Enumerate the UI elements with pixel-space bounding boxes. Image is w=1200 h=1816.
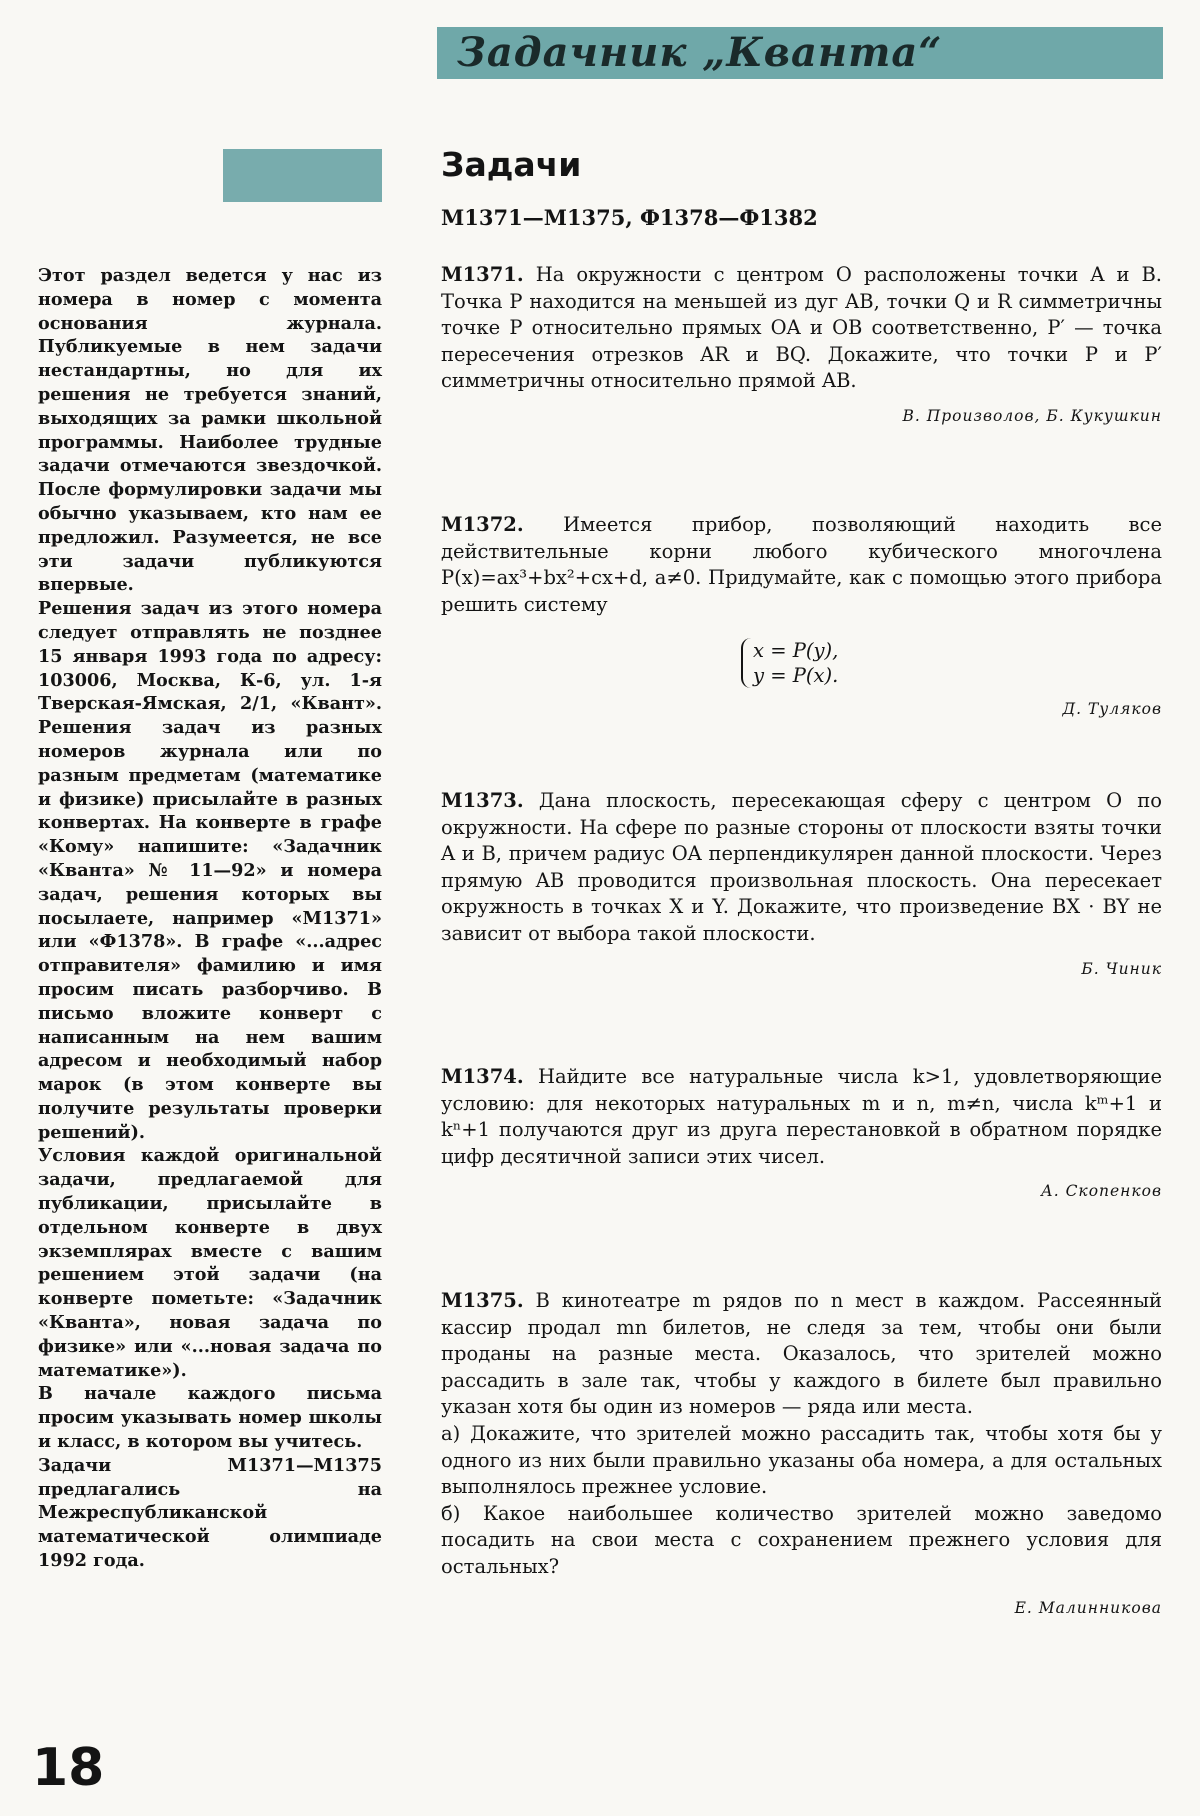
banner-title: Задачник „Кванта“ <box>457 29 943 76</box>
sidebar-info <box>38 264 382 1573</box>
problem-statement: На окружности с центром O расположены точки A и B. Точка P находится на меньшей из дуг AB, точки Q и R симметричны точке P относительно прямых OA и OB соответственно, P′ — точка пересечения отрезков AR и BQ. Докажите, что точки P и P′ симметричны относительно прямой AB. <box>441 263 1163 393</box>
problem-author: В. Произволов, Б. Кукушкин <box>902 406 1162 425</box>
problem-statement: Дана плоскость, пересекающая сферу с центром O по окружности. На сфере по разные стороны от плоскости взяты точки A и B, причем радиус OA перпендикулярен данной плоскости. Через прямую AB проводится произвольная плоскость. Она пересекает окружность в точках X и Y. Докажите, что произведение BX · BY не зависит от выбора такой плоскости. <box>441 789 1163 945</box>
problem-author: Е. Малинникова <box>1014 1598 1162 1617</box>
problem-range-subtitle: М1371—М1375, Ф1378—Ф1382 <box>441 205 818 230</box>
problem-author: Б. Чиник <box>1081 959 1162 978</box>
problem-m1372 <box>441 512 1162 723</box>
problem-text <box>441 1064 1162 1170</box>
problem-text <box>441 1288 1162 1421</box>
problem-m1371 <box>441 262 1162 430</box>
section-banner <box>437 27 1163 79</box>
problem-part-a: а) Докажите, что зрителей можно рассадить так, чтобы хотя бы у одного из них были правильно указаны оба номера, а для остальных выполнялось прежнее условие. <box>441 1421 1162 1499</box>
problem-statement: Найдите все натуральные числа k>1, удовлетворяющие условию: для некоторых натуральных m и n, m≠n, числа kᵐ+1 и kⁿ+1 получаются друг из друга перестановкой в обратном порядке цифр десятичной записи этих чисел. <box>441 1065 1162 1168</box>
page-title: Задачи <box>441 145 582 184</box>
sidebar-paragraph: Этот раздел ведется у нас из номера в номер с момента основания журнала. Публикуемые в нем задачи нестандартны, но для их решения не требуется знаний, выходящих за рамки школьной программы. Наиболее трудные задачи отмечаются звездочкой. После формулировки задачи мы обычно указываем, кто нам ее предложил. Разумеется, не все эти задачи публикуются впервые. <box>38 265 382 596</box>
problem-m1375 <box>441 1288 1162 1621</box>
problem-statement: В кинотеатре m рядов по n мест в каждом. Рассеянный кассир продал mn билетов, не следя за тем, чтобы они были проданы на разные места. Оказалось, что зрителей можно рассадить в зале так, чтобы у каждого в билете был правильно указан хотя бы один из номеров — ряда или места. <box>441 1289 1162 1419</box>
problem-text <box>441 262 1162 395</box>
problem-m1373 <box>441 788 1162 982</box>
problem-text <box>441 788 1162 948</box>
sidebar-paragraph: Условия каждой оригинальной задачи, предлагаемой для публикации, присылайте в отдельном конверте в двух экземплярах вместе с вашим решением этой задачи (на конверте пометьте: «Задачник «Кванта», новая задача по физике» или «...новая задача по математике»). <box>38 1145 382 1381</box>
problem-statement: Имеется прибор, позволяющий находить все действительные корни любого кубического многочлена P(x)=ax³+bx²+cx+d, a≠0. Придумайте, как с помощью этого прибора решить систему <box>441 513 1162 616</box>
decorative-color-block <box>223 149 382 202</box>
problem-m1374 <box>441 1064 1162 1205</box>
problem-id: М1372. <box>441 513 524 536</box>
problem-author: Д. Туляков <box>1062 700 1162 719</box>
equation-line: x = P(y), <box>753 639 839 663</box>
page-number: 18 <box>32 1738 105 1798</box>
problem-id: М1373. <box>441 789 524 812</box>
problem-author: А. Скопенков <box>1040 1182 1162 1201</box>
problem-text <box>441 512 1162 618</box>
problem-id: М1374. <box>441 1065 524 1088</box>
problem-id: М1375. <box>441 1289 524 1312</box>
problem-part-b: б) Какое наибольшее количество зрителей можно заведомо посадить на свои места с сохранением прежнего условия для остальных? <box>441 1501 1162 1578</box>
sidebar-paragraph: Задачи М1371—М1375 предлагались на Межреспубликанской математической олимпиаде 1992 года. <box>38 1454 382 1572</box>
equation-system <box>741 638 893 688</box>
equation-line: y = P(x). <box>753 664 839 688</box>
sidebar-paragraph: Решения задач из этого номера следует отправлять не позднее 15 января 1993 года по адресу: 103006, Москва, К-6, ул. 1-я Тверская-Ямская, 2/1, «Квант». Решения задач из разных номеров журнала или по разным предметам (математике и физике) присылайте в разных конвертах. На конверте в графе «Кому» напишите: «Задачник «Кванта» № 11—92» и номера задач, решения которых вы посылаете, например «М1371» или «Ф1378». В графе «...адрес отправителя» фамилию и имя просим писать разборчиво. В письмо вложите конверт с написанным на нем вашим адресом и необходимый набор марок (в этом конверте вы получите результаты проверки решений). <box>38 598 382 1143</box>
sidebar-paragraph: В начале каждого письма просим указывать номер школы и класс, в котором вы учитесь. <box>38 1383 382 1453</box>
problem-id: М1371. <box>441 263 524 286</box>
